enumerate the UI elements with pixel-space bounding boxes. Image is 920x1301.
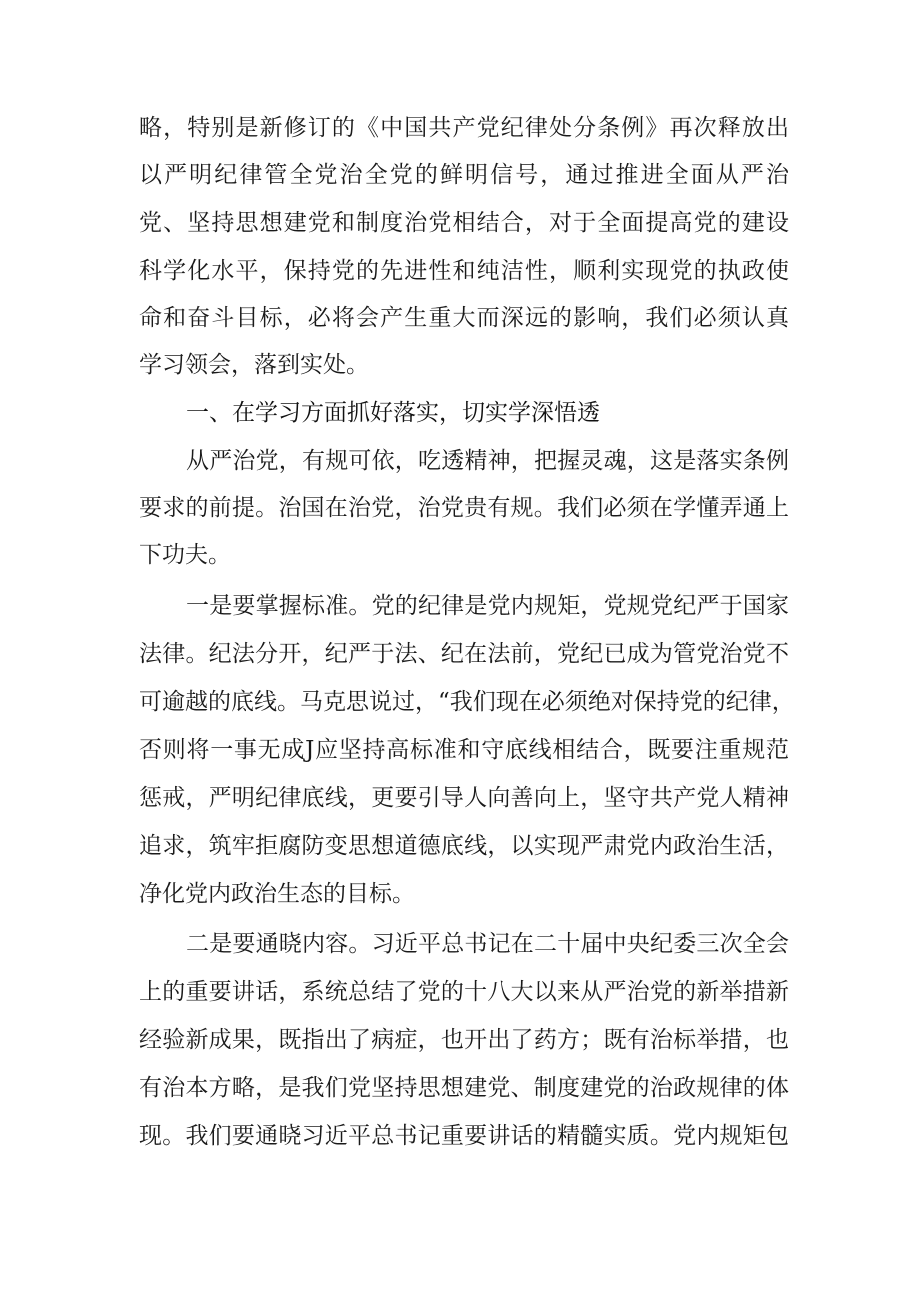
- p3-line-5: 现。我们要通晓习近平总书记重要讲话的精髓实质。党内规矩包: [139, 1123, 789, 1149]
- p2-line-3: 可逾越的底线。马克思说过，“我们现在必须绝对保持党的纪律，: [139, 689, 795, 715]
- intro-line-2: 以严明纪律管全党治全党的鲜明信号，通过推进全面从严治: [139, 162, 789, 188]
- p3-line-4: 有治本方略，是我们党坚持思想建党、制度建党的治政规律的体: [139, 1075, 789, 1101]
- section-heading: 一、在学习方面抓好落实，切实学深悟透: [186, 400, 600, 426]
- p1-line-1: 从严治党，有规可依，吃透精神，把握灵魂，这是落实条例: [186, 448, 789, 474]
- p1-line-2: 要求的前提。治国在治党，治党贵有规。我们必须在学懂弄通上: [139, 495, 789, 521]
- p2-line-7: 净化党内政治生态的目标。: [139, 881, 415, 907]
- intro-line-5: 命和奋斗目标，必将会产生重大而深远的影响，我们必须认真: [139, 305, 789, 331]
- p2-line-4: 否则将一事无成J应坚持高标准和守底线相结合，既要注重规范: [139, 737, 789, 763]
- intro-line-3: 党、坚持思想建党和制度治党相结合，对于全面提高党的建设: [139, 210, 789, 236]
- intro-line-4: 科学化水平，保持党的先进性和纯洁性，顺利实现党的执政使: [139, 258, 789, 284]
- p2-line-5: 惩戒，严明纪律底线，更要引导人向善向上，坚守共产党人精神: [139, 785, 789, 811]
- p3-line-2: 上的重要讲话，系统总结了党的十八大以来从严治党的新举措新: [139, 979, 789, 1005]
- p2-line-2: 法律。纪法分开，纪严于法、纪在法前，党纪已成为管党治党不: [139, 641, 789, 667]
- intro-line-6: 学习领会，落到实处。: [139, 352, 369, 378]
- p3-line-3: 经验新成果，既指出了病症，也开出了药方；既有治标举措，也: [139, 1027, 789, 1053]
- p2-line-1: 一是要掌握标准。党的纪律是党内规矩，党规党纪严于国家: [186, 593, 789, 619]
- p3-line-1: 二是要通晓内容。习近平总书记在二十届中央纪委三次全会: [186, 931, 789, 957]
- p1-line-3: 下功夫。: [139, 542, 231, 568]
- intro-line-1: 略，特别是新修订的《中国共产党纪律处分条例》再次释放出: [139, 115, 789, 141]
- p2-line-6: 追求，筑牢拒腐防变思想道德底线，以实现严肃党内政治生活，: [139, 833, 789, 859]
